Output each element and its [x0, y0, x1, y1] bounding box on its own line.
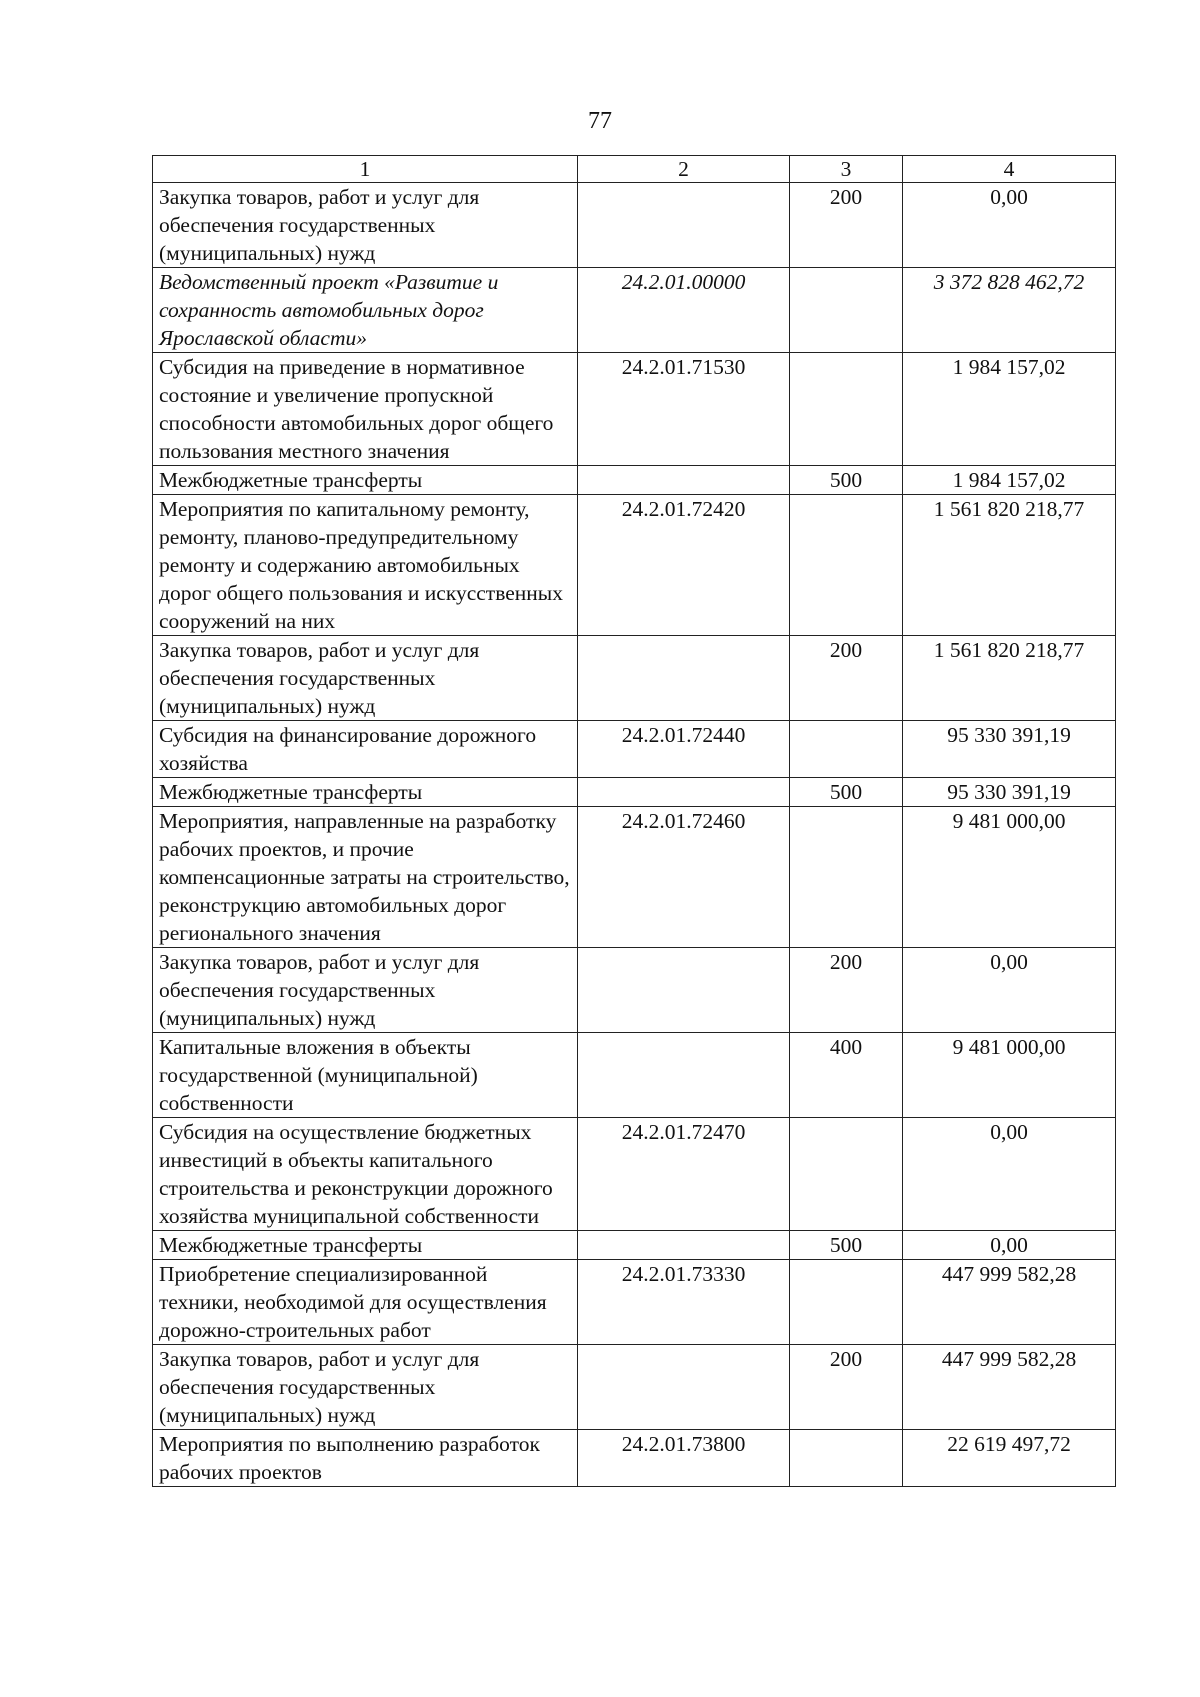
row-name-cell: Закупка товаров, работ и услуг для обеспечения государственных (муниципальных) нужд — [153, 183, 578, 268]
table-row — [153, 1118, 1116, 1231]
table-row — [153, 1231, 1116, 1260]
row-name-cell: Межбюджетные трансферты — [153, 778, 578, 807]
row-expense-type-cell: 500 — [790, 1231, 903, 1260]
row-expense-type-cell — [790, 268, 903, 353]
row-amount-cell: 1 984 157,02 — [903, 353, 1116, 466]
row-amount-cell: 9 481 000,00 — [903, 807, 1116, 948]
table-row — [153, 183, 1116, 268]
row-expense-type-cell: 400 — [790, 1033, 903, 1118]
row-code-cell: 24.2.01.73800 — [578, 1430, 790, 1487]
table-row — [153, 948, 1116, 1033]
row-name-cell: Закупка товаров, работ и услуг для обеспечения государственных (муниципальных) нужд — [153, 636, 578, 721]
row-amount-cell: 1 561 820 218,77 — [903, 636, 1116, 721]
row-code-cell: 24.2.01.71530 — [578, 353, 790, 466]
row-name-cell: Межбюджетные трансферты — [153, 466, 578, 495]
column-header-4: 4 — [903, 156, 1116, 183]
row-expense-type-cell — [790, 1118, 903, 1231]
row-name-cell: Субсидия на осуществление бюджетных инвестиций в объекты капитального строительства и реконструкции дорожного хозяйства муниципальной собственности — [153, 1118, 578, 1231]
row-code-cell — [578, 948, 790, 1033]
row-amount-cell: 95 330 391,19 — [903, 778, 1116, 807]
row-name-cell: Закупка товаров, работ и услуг для обеспечения государственных (муниципальных) нужд — [153, 1345, 578, 1430]
row-code-cell — [578, 778, 790, 807]
row-expense-type-cell: 200 — [790, 183, 903, 268]
row-amount-cell: 0,00 — [903, 948, 1116, 1033]
row-code-cell — [578, 466, 790, 495]
row-amount-cell: 1 561 820 218,77 — [903, 495, 1116, 636]
row-name-cell: Мероприятия по выполнению разработок рабочих проектов — [153, 1430, 578, 1487]
row-amount-cell: 3 372 828 462,72 — [903, 268, 1116, 353]
table-header-row — [153, 156, 1116, 183]
table-row — [153, 1260, 1116, 1345]
row-amount-cell: 0,00 — [903, 1118, 1116, 1231]
row-expense-type-cell: 500 — [790, 778, 903, 807]
table-row — [153, 778, 1116, 807]
row-amount-cell: 447 999 582,28 — [903, 1345, 1116, 1430]
row-expense-type-cell — [790, 807, 903, 948]
row-expense-type-cell — [790, 495, 903, 636]
row-code-cell: 24.2.01.00000 — [578, 268, 790, 353]
row-name-cell: Ведомственный проект «Развитие и сохранность автомобильных дорог Ярославской области» — [153, 268, 578, 353]
row-amount-cell: 447 999 582,28 — [903, 1260, 1116, 1345]
table-row — [153, 1033, 1116, 1118]
table-row — [153, 1345, 1116, 1430]
table-row — [153, 636, 1116, 721]
row-amount-cell: 22 619 497,72 — [903, 1430, 1116, 1487]
row-name-cell: Приобретение специализированной техники, необходимой для осуществления дорожно-строительных работ — [153, 1260, 578, 1345]
column-header-1: 1 — [153, 156, 578, 183]
table-row — [153, 495, 1116, 636]
row-code-cell — [578, 1345, 790, 1430]
row-amount-cell: 95 330 391,19 — [903, 721, 1116, 778]
table-row — [153, 1430, 1116, 1487]
budget-table — [152, 155, 1116, 1487]
row-code-cell — [578, 1033, 790, 1118]
row-name-cell: Межбюджетные трансферты — [153, 1231, 578, 1260]
row-expense-type-cell: 200 — [790, 1345, 903, 1430]
row-name-cell: Субсидия на приведение в нормативное состояние и увеличение пропускной способности автомобильных дорог общего пользования местного значения — [153, 353, 578, 466]
table-row — [153, 721, 1116, 778]
table-row — [153, 807, 1116, 948]
table-row — [153, 353, 1116, 466]
row-expense-type-cell: 200 — [790, 948, 903, 1033]
row-name-cell: Мероприятия по капитальному ремонту, ремонту, планово-предупредительному ремонту и содержанию автомобильных дорог общего пользования и искусственных сооружений на них — [153, 495, 578, 636]
table-body — [153, 183, 1116, 1487]
column-header-3: 3 — [790, 156, 903, 183]
row-amount-cell: 1 984 157,02 — [903, 466, 1116, 495]
row-code-cell: 24.2.01.72470 — [578, 1118, 790, 1231]
row-expense-type-cell — [790, 721, 903, 778]
row-expense-type-cell — [790, 1260, 903, 1345]
row-expense-type-cell — [790, 1430, 903, 1487]
row-code-cell: 24.2.01.72440 — [578, 721, 790, 778]
page-number: 77 — [588, 108, 612, 134]
row-amount-cell: 9 481 000,00 — [903, 1033, 1116, 1118]
row-code-cell — [578, 636, 790, 721]
row-amount-cell: 0,00 — [903, 183, 1116, 268]
row-expense-type-cell — [790, 353, 903, 466]
row-expense-type-cell: 200 — [790, 636, 903, 721]
row-name-cell: Закупка товаров, работ и услуг для обеспечения государственных (муниципальных) нужд — [153, 948, 578, 1033]
row-code-cell: 24.2.01.72460 — [578, 807, 790, 948]
table-row — [153, 466, 1116, 495]
row-amount-cell: 0,00 — [903, 1231, 1116, 1260]
row-code-cell — [578, 1231, 790, 1260]
table-row — [153, 268, 1116, 353]
row-code-cell: 24.2.01.72420 — [578, 495, 790, 636]
row-name-cell: Субсидия на финансирование дорожного хозяйства — [153, 721, 578, 778]
row-name-cell: Мероприятия, направленные на разработку рабочих проектов, и прочие компенсационные затраты на строительство, реконструкцию автомобильных дорог регионального значения — [153, 807, 578, 948]
row-expense-type-cell: 500 — [790, 466, 903, 495]
row-code-cell — [578, 183, 790, 268]
row-code-cell: 24.2.01.73330 — [578, 1260, 790, 1345]
row-name-cell: Капитальные вложения в объекты государственной (муниципальной) собственности — [153, 1033, 578, 1118]
column-header-2: 2 — [578, 156, 790, 183]
